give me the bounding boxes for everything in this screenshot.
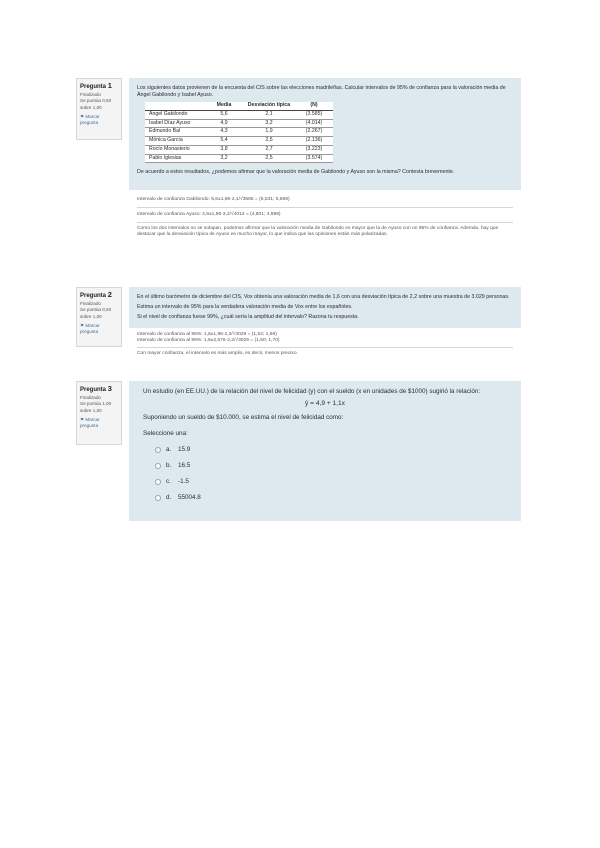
table-row: Ángel Gabilondo 5,6 2,1 (3.585) xyxy=(145,111,333,120)
flag-question-link[interactable]: ⚑ Marcar pregunta xyxy=(80,113,100,126)
question-status: Finalizado xyxy=(80,301,101,307)
question-content-1 xyxy=(129,78,521,246)
question-info-2 xyxy=(76,287,122,347)
option-a[interactable]: a. 15.9 xyxy=(155,445,507,455)
question-info-1 xyxy=(76,78,122,140)
answer-line: Con mayor confianza, el intervalo es más amplio, es decir, menos preciso. xyxy=(137,351,298,357)
option-c[interactable]: c. -1.5 xyxy=(155,477,507,487)
question-number: Pregunta 1 xyxy=(80,81,112,90)
select-label: Seleccione una: xyxy=(143,430,188,437)
question-score: Se puntúa 0,50 sobre 1,00 xyxy=(80,98,112,110)
formula: ŷ = 4,9 + 1,1x xyxy=(305,400,345,407)
table-header: Desviación típica xyxy=(243,102,295,110)
question-status: Finalizado xyxy=(80,395,101,401)
option-d[interactable]: d. 55004.8 xyxy=(155,493,507,503)
flag-question-link[interactable]: ⚑ Marcar pregunta xyxy=(80,416,100,429)
question-content-2 xyxy=(129,287,521,363)
question-text: Un estudio (en EE.UU.) de la relación del nivel de felicidad (y) con el sueldo (x en unidades de $1000) sugirió la relación: xyxy=(143,388,481,395)
question-line: Si el nivel de confianza fuese 99%, ¿cuál sería la amplitud del intervalo? Razona tu respuesta. xyxy=(137,314,359,321)
question-info-3 xyxy=(76,381,122,445)
flag-icon: ⚑ xyxy=(80,113,85,119)
radio[interactable] xyxy=(155,495,161,501)
answer-line: Intervalo de confianza al 95%: 1,6±1,96·2,2/√3029 = (1,52; 1,68) xyxy=(137,331,277,337)
answer-line: Intervalo de confianza Ayuso: 4,9±1,96·3,2/√4014 = (4,801; 4,999) xyxy=(137,212,281,218)
question-subtext: De acuerdo a estos resultados, ¿podemos afirmar que la valoración media de Gabilondo y Ayuso son la misma? Contesta brevemente. xyxy=(137,169,455,176)
answer-line: Intervalo de confianza al 99%: 1,6±2,576·2,2/√3029 = (1,50; 1,70) xyxy=(137,338,280,344)
table-row: Rocío Monasterio 3,8 2,7 (3.223) xyxy=(145,145,333,154)
question-score: Se puntúa 0,50 sobre 1,00 xyxy=(80,307,112,319)
question-number: Pregunta 2 xyxy=(80,290,112,299)
flag-question-link[interactable]: ⚑ Marcar pregunta xyxy=(80,322,100,335)
radio-selected[interactable] xyxy=(155,447,161,453)
flag-icon: ⚑ xyxy=(80,322,85,328)
answer-line: Intervalo de confianza Gabilondo: 5,6±1,96·2,1/√3585 = (5,531; 5,669) xyxy=(137,197,290,203)
table-row: Mónica García 5,4 2,5 (2.136) xyxy=(145,137,333,146)
question-text: Los siguientes datos provienen de la encuesta del CIS sobre las elecciones madrileñas. Calcular intervalos de 95% de confianza para la valoración media de Ángel Gabilondo y Isabel Ayuso. xyxy=(137,85,506,99)
table-header xyxy=(145,102,205,110)
question-content-3 xyxy=(129,381,521,521)
option-b[interactable]: b. 16.5 xyxy=(155,461,507,471)
table-row: Pablo Iglesias 3,2 2,5 (3.574) xyxy=(145,154,333,163)
data-table xyxy=(145,102,333,163)
answer-box xyxy=(129,328,521,363)
flag-icon: ⚑ xyxy=(80,416,85,422)
table-header: Media xyxy=(205,102,243,110)
table-row: Isabel Díaz Ayuso 4,9 3,2 (4.014) xyxy=(145,119,333,128)
table-row: Edmundo Bal 4,3 1,9 (2.267) xyxy=(145,128,333,137)
table-header: (N) xyxy=(295,102,333,110)
answer-box xyxy=(129,190,521,245)
question-line: Estima un intervalo de 95% para la verdadera valoración media de Vox entre los españoles. xyxy=(137,304,353,311)
radio[interactable] xyxy=(155,463,161,469)
question-text: En el último barómetro de diciembre del CIS, Vox obtenía una valoración media de 1,6 con una desviación típica de 2,2 sobre una muestra de 3.029 personas. xyxy=(137,294,510,300)
question-prompt: Suponiendo un sueldo de $10.000, se estima el nivel de felicidad como: xyxy=(143,414,344,421)
question-score: Se puntúa 1,00 sobre 1,00 xyxy=(80,401,112,413)
radio[interactable] xyxy=(155,479,161,485)
question-status: Finalizado xyxy=(80,92,101,98)
answer-line: Como los dos intervalos no se solapan, podemos afirmar que la valoración media de Gabilondo es mayor que la de Ayuso con un 95% de confianza. Además, hay que destacar que la desviación típica de Ayuso es mucho mayor, lo que indica que las opiniones están más polarizadas. xyxy=(137,225,499,238)
question-number: Pregunta 3 xyxy=(80,384,112,393)
